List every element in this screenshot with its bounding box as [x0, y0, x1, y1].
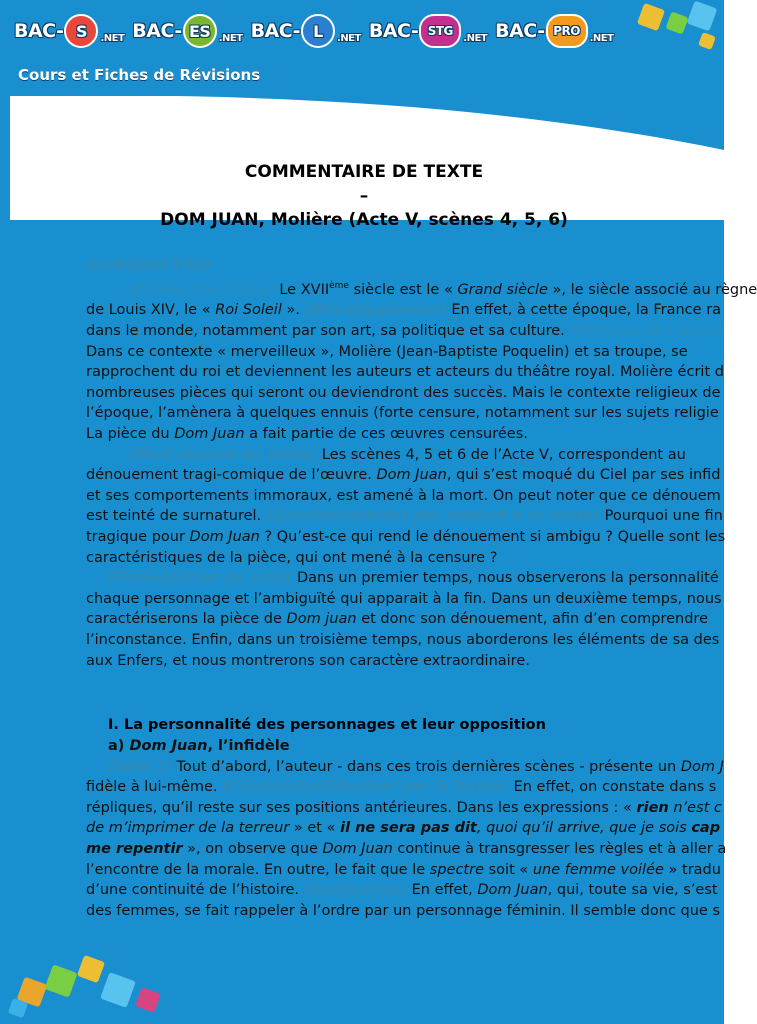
paragraph-line: chaque personnage et l’ambiguïté qui apparait à la fin. Dans un deuxième temps, nous: [86, 590, 722, 607]
paragraph-line: des femmes, se fait rappeler à l’ordre par un personnage féminin. Il semble donc que s: [86, 902, 721, 919]
paragraph-line: Dans ce contexte « merveilleux », Molière (Jean-Baptiste Poquelin) et sa troupe, se: [86, 343, 688, 360]
section-heading: I. La personnalité des personnages et leur opposition: [108, 717, 546, 734]
paragraph-line: l’inconstance. Enfin, dans un troisième temps, nous aborderons les éléments de sa des: [86, 631, 720, 648]
title-line: COMMENTAIRE DE TEXTE: [244, 162, 484, 182]
intro-heading: INTRODUCTION: [86, 258, 212, 274]
title-line: DOM JUAN, Molière (Acte V, scènes 4, 5, 6): [160, 210, 568, 230]
paragraph-line: me repentir », on observe que Dom Juan continue à transgresser les règles et à aller a: [86, 841, 727, 858]
site-logo[interactable]: BAC- STG .NET: [369, 12, 487, 50]
paragraph-line: rapprochent du roi et deviennent les auteurs et acteurs du théâtre royal. Molière écrit d: [86, 364, 724, 381]
site-logos: [14, 12, 613, 56]
paragraph-line: La pièce du Dom Juan a fait partie de ces œuvres censurées.: [86, 425, 528, 442]
paragraph-line: de m’imprimer de la terreur » et « il ne sera pas dit, quoi qu’il arrive, que je sois cap: [86, 820, 721, 837]
site-logo[interactable]: BAC- L .NET: [251, 12, 361, 50]
site-logo[interactable]: BAC- ES .NET: [132, 12, 242, 50]
paragraph-line: est teinté de surnaturel. (Questionnement par rapport à ce texte) Pourquoi une fin: [86, 508, 723, 525]
paragraph-line: caractériserons la pièce de Dom juan et donc son dénouement, afin d’en comprendre: [86, 611, 708, 628]
paragraph-line: dénouement tragi-comique de l’œuvre. Dom Juan, qui s’est moqué du Ciel par ses infid: [86, 467, 721, 484]
site-logo[interactable]: BAC- PRO .NET: [495, 12, 613, 50]
paragraph-line: l’encontre de la morale. En outre, le fait que le spectre soit « une femme voilée » tradu: [86, 861, 721, 878]
document-body: [86, 160, 757, 921]
paragraph-line: d’une continuité de l’histoire. (Explication) En effet, Dom Juan, qui, toute sa vie, s’est: [86, 882, 718, 899]
title-dash: –: [359, 186, 369, 206]
site-subtitle: Cours et Fiches de Révisions: [18, 66, 261, 84]
paragraph-line: fidèle à lui-même. (Citation/Justification par la forme) En effet, on constate dans s: [86, 779, 717, 796]
paragraph-line: l’époque, l’amènera à quelques ennuis (forte censure, notamment sur les sujets religie: [86, 405, 719, 422]
paragraph-line: tragique pour Dom Juan ? Qu’est-ce qui rend le dénouement si ambigu ? Quelle sont les: [86, 528, 726, 545]
paragraph-line: (Présentation du plan) Dans un premier temps, nous observerons la personnalité: [108, 570, 719, 587]
paragraph-line: (Bref résumé du texte) Les scènes 4, 5 et 6 de l’Acte V, correspondent au: [130, 446, 686, 463]
document-title: [86, 160, 642, 232]
paragraph-line: de Louis XIV, le « Roi Soleil ». (Développement) En effet, à cette époque, la France ra: [86, 302, 722, 319]
paragraph-line: (Idée 1) Tout d’abord, l’auteur - dans ces trois dernières scènes - présente un Dom J: [108, 758, 724, 775]
paragraph-line: et ses comportements immoraux, est amené à la mort. On peut noter que ce dénouem: [86, 487, 721, 504]
paragraph-line: (Phrase d’accroche) Le XVIIème siècle est le « Grand siècle », le siècle associé au règne: [130, 281, 757, 298]
paragraph-line: nombreuses pièces qui seront ou deviendront des succès. Mais le contexte religieux de: [86, 384, 721, 401]
paragraph-line: répliques, qu’il reste sur ses positions antérieures. Dans les expressions : « rien n’est c: [86, 799, 722, 816]
site-logo[interactable]: BAC- S .NET: [14, 12, 124, 50]
subsection-heading: a) Dom Juan, l’infidèle: [108, 738, 290, 755]
paragraph-line: aux Enfers, et nous montrerons son caractère extraordinaire.: [86, 652, 530, 669]
paragraph-line: dans le monde, notamment par son art, sa politique et sa culture. (Contexte de l’œuvre: [86, 323, 725, 340]
paragraph-line: caractéristiques de la pièce, qui ont mené à la censure ?: [86, 549, 498, 566]
